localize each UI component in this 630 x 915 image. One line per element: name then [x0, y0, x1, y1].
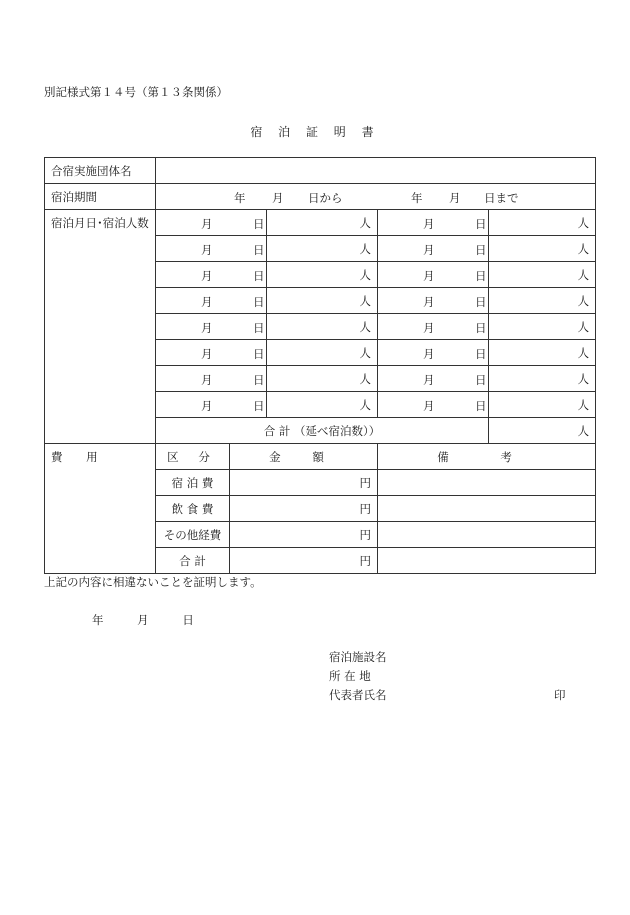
expense-amount-header: 金 額: [230, 444, 378, 470]
expense-amount-other[interactable]: 円: [230, 522, 378, 548]
night-people-left[interactable]: 人: [267, 314, 378, 340]
night-people-right[interactable]: 人: [489, 314, 596, 340]
group-name-label: 合宿実施団体名: [45, 158, 156, 184]
night-people-right[interactable]: 人: [489, 340, 596, 366]
expense-category-total: 合 計: [156, 548, 230, 574]
expense-category-other: その他経費: [156, 522, 230, 548]
expense-remarks-lodging[interactable]: [378, 470, 596, 496]
expense-category-header: 区 分: [156, 444, 230, 470]
group-name-field[interactable]: [156, 158, 596, 184]
night-date-left[interactable]: 月 日: [156, 288, 267, 314]
night-date-left[interactable]: 月 日: [156, 366, 267, 392]
form-id: 別記様式第１４号（第１３条関係）: [44, 85, 228, 99]
expense-label: 費 用: [45, 444, 156, 574]
night-date-right[interactable]: 月 日: [378, 210, 489, 236]
certification-text: 上記の内容に相違ないことを証明します。: [44, 575, 262, 589]
certificate-table: [44, 157, 596, 574]
expense-category-lodging: 宿 泊 費: [156, 470, 230, 496]
night-people-right[interactable]: 人: [489, 262, 596, 288]
night-date-left[interactable]: 月 日: [156, 236, 267, 262]
night-people-right[interactable]: 人: [489, 288, 596, 314]
night-people-left[interactable]: 人: [267, 262, 378, 288]
night-people-left[interactable]: 人: [267, 366, 378, 392]
from-year: 年: [234, 191, 246, 205]
issue-date-month: 月: [137, 613, 149, 627]
expense-remarks-header: 備 考: [378, 444, 596, 470]
representative-label: 代表者氏名: [329, 688, 387, 702]
night-people-right[interactable]: 人: [489, 236, 596, 262]
expense-amount-lodging[interactable]: 円: [230, 470, 378, 496]
night-people-left[interactable]: 人: [267, 392, 378, 418]
from-day: 日から: [308, 191, 343, 205]
nights-row-1: [45, 210, 596, 236]
night-people-right[interactable]: 人: [489, 392, 596, 418]
to-day: 日まで: [484, 191, 519, 205]
expense-amount-total[interactable]: 円: [230, 548, 378, 574]
night-date-right[interactable]: 月 日: [378, 236, 489, 262]
night-date-right[interactable]: 月 日: [378, 314, 489, 340]
facility-name-label: 宿泊施設名: [329, 650, 387, 664]
night-people-left[interactable]: 人: [267, 288, 378, 314]
night-date-left[interactable]: 月 日: [156, 210, 267, 236]
to-year: 年: [411, 191, 423, 205]
expense-amount-meals[interactable]: 円: [230, 496, 378, 522]
expense-remarks-total[interactable]: [378, 548, 596, 574]
night-date-right[interactable]: 月 日: [378, 366, 489, 392]
night-date-left[interactable]: 月 日: [156, 340, 267, 366]
to-month: 月: [449, 191, 461, 205]
seal-mark: 印: [554, 688, 566, 702]
night-date-left[interactable]: 月 日: [156, 314, 267, 340]
night-date-left[interactable]: 月 日: [156, 262, 267, 288]
night-date-left[interactable]: 月 日: [156, 392, 267, 418]
nights-label: 宿泊月日･宿泊人数: [45, 210, 156, 444]
issue-date-day: 日: [182, 613, 194, 627]
expense-remarks-other[interactable]: [378, 522, 596, 548]
expense-category-meals: 飲 食 費: [156, 496, 230, 522]
night-people-left[interactable]: 人: [267, 210, 378, 236]
night-date-right[interactable]: 月 日: [378, 288, 489, 314]
expense-remarks-meals[interactable]: [378, 496, 596, 522]
night-people-left[interactable]: 人: [267, 236, 378, 262]
night-people-left[interactable]: 人: [267, 340, 378, 366]
nights-total-people[interactable]: 人: [489, 418, 596, 444]
night-date-right[interactable]: 月 日: [378, 392, 489, 418]
stay-period-field[interactable]: [156, 184, 596, 210]
night-people-right[interactable]: 人: [489, 366, 596, 392]
address-label: 所 在 地: [329, 669, 371, 683]
issue-date[interactable]: [92, 612, 224, 628]
issue-date-year: 年: [92, 613, 104, 627]
group-name-row: [45, 158, 596, 184]
night-date-right[interactable]: 月 日: [378, 340, 489, 366]
from-month: 月: [272, 191, 284, 205]
document-title: 宿 泊 証 明 書: [250, 125, 380, 139]
stay-period-label: 宿泊期間: [45, 184, 156, 210]
night-people-right[interactable]: 人: [489, 210, 596, 236]
expense-header-row: [45, 444, 596, 470]
night-date-right[interactable]: 月 日: [378, 262, 489, 288]
nights-total-label: 合 計 （延べ宿泊数））: [156, 418, 489, 444]
stay-period-row: [45, 184, 596, 210]
